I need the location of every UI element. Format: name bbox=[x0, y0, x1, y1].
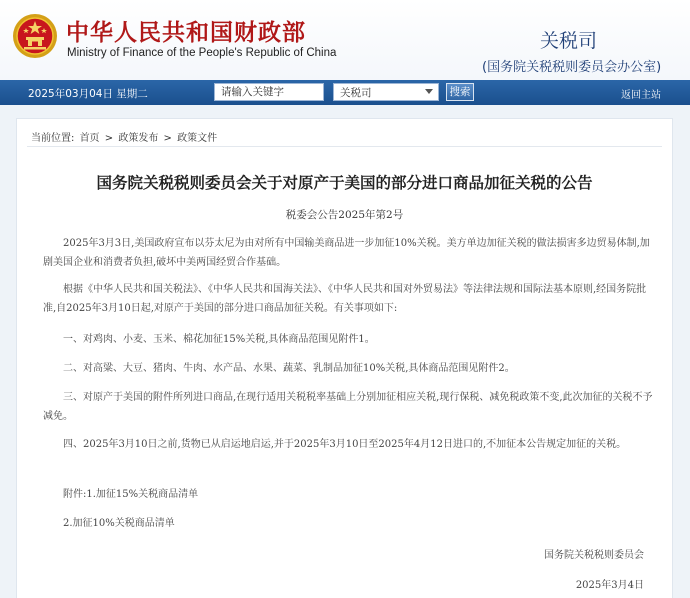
site-header bbox=[0, 0, 690, 80]
document-paragraph: 2025年3月3日,美国政府宣布以芬太尼为由对所有中国输美商品进一步加征10%关税。美方单边加征关税的做法损害多边贸易体制,加剧美国企业和消费者负担,破坏中美两国经贸合作基础。 bbox=[43, 238, 650, 268]
article-panel bbox=[16, 118, 673, 598]
document-paragraph: 四、2025年3月10日之前,货物已从启运地启运,并于2025年3月10日至2025年4月12日进口的,不加征本公告规定加征的关税。 bbox=[63, 439, 627, 450]
attachment-item[interactable]: 2.加征10%关税商品清单 bbox=[63, 518, 175, 529]
attachment-item[interactable]: 附件:1.加征15%关税商品清单 bbox=[63, 489, 199, 500]
breadcrumb bbox=[31, 129, 219, 144]
nav-bar bbox=[0, 80, 690, 105]
document-number: 税委会公告2025年第2号 bbox=[285, 209, 404, 221]
document-paragraph: 二、对高粱、大豆、猪肉、牛肉、水产品、水果、蔬菜、乳制品加征10%关税,具体商品范围见附件2。 bbox=[63, 363, 515, 374]
breadcrumb-prefix: 当前位置: bbox=[31, 133, 75, 144]
document-title: 国务院关税税则委员会关于对原产于美国的部分进口商品加征关税的公告 bbox=[96, 174, 593, 192]
return-home-link[interactable]: 返回主站 bbox=[621, 90, 661, 101]
department-name: 关税司 bbox=[540, 30, 598, 52]
search-button[interactable]: 搜索 bbox=[446, 83, 474, 101]
site-title-cn: 中华人民共和国财政部 bbox=[66, 20, 306, 46]
breadcrumb-separator: > bbox=[104, 133, 114, 144]
document-paragraph: 一、对鸡肉、小麦、玉米、棉花加征15%关税,具体商品范围见附件1。 bbox=[63, 334, 375, 345]
breadcrumb-item-policy-documents[interactable]: 政策文件 bbox=[177, 133, 218, 144]
search-scope-select[interactable] bbox=[333, 83, 439, 101]
national-emblem-icon bbox=[12, 13, 58, 59]
breadcrumb-item-home[interactable]: 首页 bbox=[79, 133, 100, 144]
breadcrumb-divider bbox=[27, 146, 662, 147]
document-paragraph: 三、对原产于美国的附件所列进口商品,在现行适用关税税率基础上分别加征相应关税,现行保税、减免税政策不变,此次加征的关税不予减免。 bbox=[43, 392, 653, 422]
search-scope-value: 关税司 bbox=[340, 87, 372, 99]
breadcrumb-separator: > bbox=[163, 133, 172, 144]
document-date: 2025年3月4日 bbox=[575, 580, 644, 591]
site-title-en: Ministry of Finance of the People's Republic of China bbox=[67, 47, 337, 59]
document-signature: 国务院关税税则委员会 bbox=[544, 550, 644, 561]
current-date: 2025年03月04日 星期二 bbox=[28, 88, 148, 100]
department-subtitle: (国务院关税税则委员会办公室) bbox=[482, 60, 662, 75]
document-paragraph: 根据《中华人民共和国关税法》、《中华人民共和国海关法》、《中华人民共和国对外贸易法》等法律法规和国际法基本原则,经国务院批准,自2025年3月10日起,对原产于美国的部分进口商品加征关税。有关事项如下: bbox=[43, 284, 647, 314]
chevron-down-icon bbox=[425, 89, 433, 94]
breadcrumb-item-policy-release[interactable]: 政策发布 bbox=[118, 133, 159, 144]
search-input[interactable] bbox=[214, 83, 324, 101]
